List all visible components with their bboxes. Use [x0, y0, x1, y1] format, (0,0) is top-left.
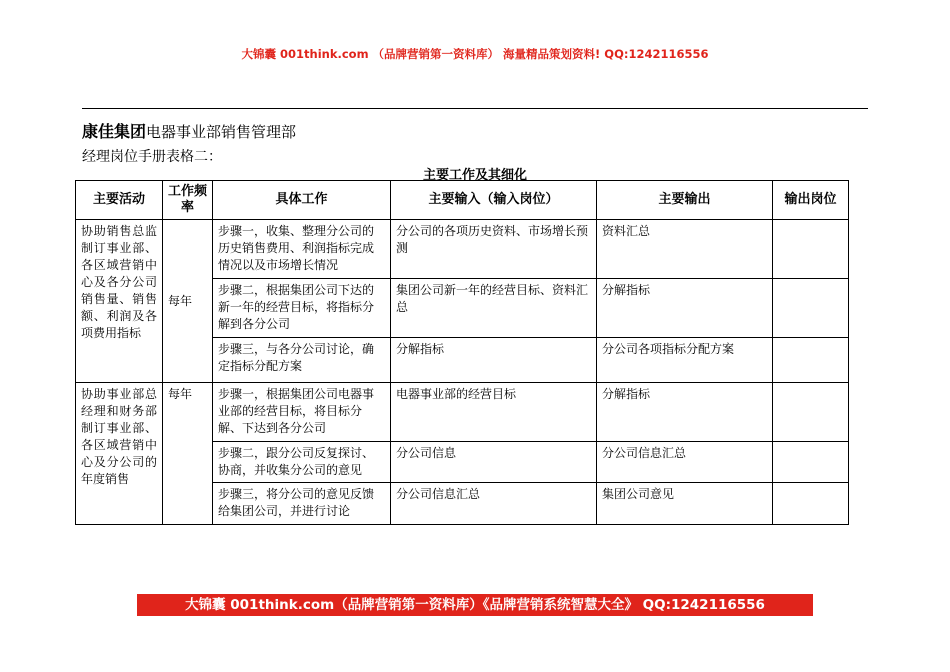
table-row: [76, 220, 849, 279]
header-row: [76, 181, 849, 220]
output-cell: 集团公司意见: [597, 483, 773, 525]
frequency-cell: 每年: [163, 220, 213, 383]
department-name: 电器事业部销售管理部: [146, 123, 297, 141]
output-cell: 分公司信息汇总: [597, 442, 773, 483]
top-banner: 大锦囊 001think.com （品牌营销第一资料库） 海量精品策划资料! QQ:1242116556: [241, 47, 709, 61]
input-cell: 电器事业部的经营目标: [391, 383, 597, 442]
output-post-cell: [773, 338, 849, 383]
frequency-cell: 每年: [163, 383, 213, 525]
input-cell: 分解指标: [391, 338, 597, 383]
output-cell: 分解指标: [597, 279, 773, 338]
work-cell: 步骤二，根据集团公司下达的新一年的经营目标，将指标分解到各分公司: [213, 279, 391, 338]
output-post-cell: [773, 383, 849, 442]
output-cell: 分解指标: [597, 383, 773, 442]
output-post-cell: [773, 442, 849, 483]
header-input: 主要输入（输入岗位）: [391, 181, 597, 220]
work-table: [75, 180, 849, 525]
company-name: 康佳集团: [82, 122, 147, 141]
header-activity: 主要活动: [76, 181, 163, 220]
output-post-cell: [773, 483, 849, 525]
input-cell: 分公司的各项历史资料、市场增长预测: [391, 220, 597, 279]
input-cell: 集团公司新一年的经营目标、资料汇总: [391, 279, 597, 338]
header-work: 具体工作: [213, 181, 391, 220]
work-cell: 步骤一，收集、整理分公司的历史销售费用、利润指标完成情况以及市场增长情况: [213, 220, 391, 279]
header-rule: [82, 108, 868, 109]
work-cell: 步骤三，将分公司的意见反馈给集团公司，并进行讨论: [213, 483, 391, 525]
work-cell: 步骤二，跟分公司反复探讨、协商，并收集分公司的意见: [213, 442, 391, 483]
input-cell: 分公司信息: [391, 442, 597, 483]
output-cell: 资料汇总: [597, 220, 773, 279]
bottom-banner: 大锦囊 001think.com（品牌营销第一资料库）《品牌营销系统智慧大全》 QQ:1242116556: [137, 594, 813, 616]
activity-cell: 协助销售总监制订事业部、各区域营销中心及各分公司销售量、销售额、利润及各项费用指标: [76, 220, 163, 383]
output-cell: 分公司各项指标分配方案: [597, 338, 773, 383]
activity-cell: 协助事业部总经理和财务部制订事业部、各区域营销中心及分公司的年度销售: [76, 383, 163, 525]
output-post-cell: [773, 279, 849, 338]
output-post-cell: [773, 220, 849, 279]
work-cell: 步骤三，与各分公司讨论，确定指标分配方案: [213, 338, 391, 383]
header-frequency: 工作频率: [163, 181, 213, 220]
table-caption: 主要工作及其细化: [422, 168, 527, 183]
header-output: 主要输出: [597, 181, 773, 220]
work-cell: 步骤一，根据集团公司电器事业部的经营目标，将目标分解、下达到各分公司: [213, 383, 391, 442]
header-output-post: 输出岗位: [773, 181, 849, 220]
table-row: [76, 383, 849, 442]
input-cell: 分公司信息汇总: [391, 483, 597, 525]
company-title: [82, 119, 296, 142]
form-subtitle: 经理岗位手册表格二：: [82, 149, 222, 165]
